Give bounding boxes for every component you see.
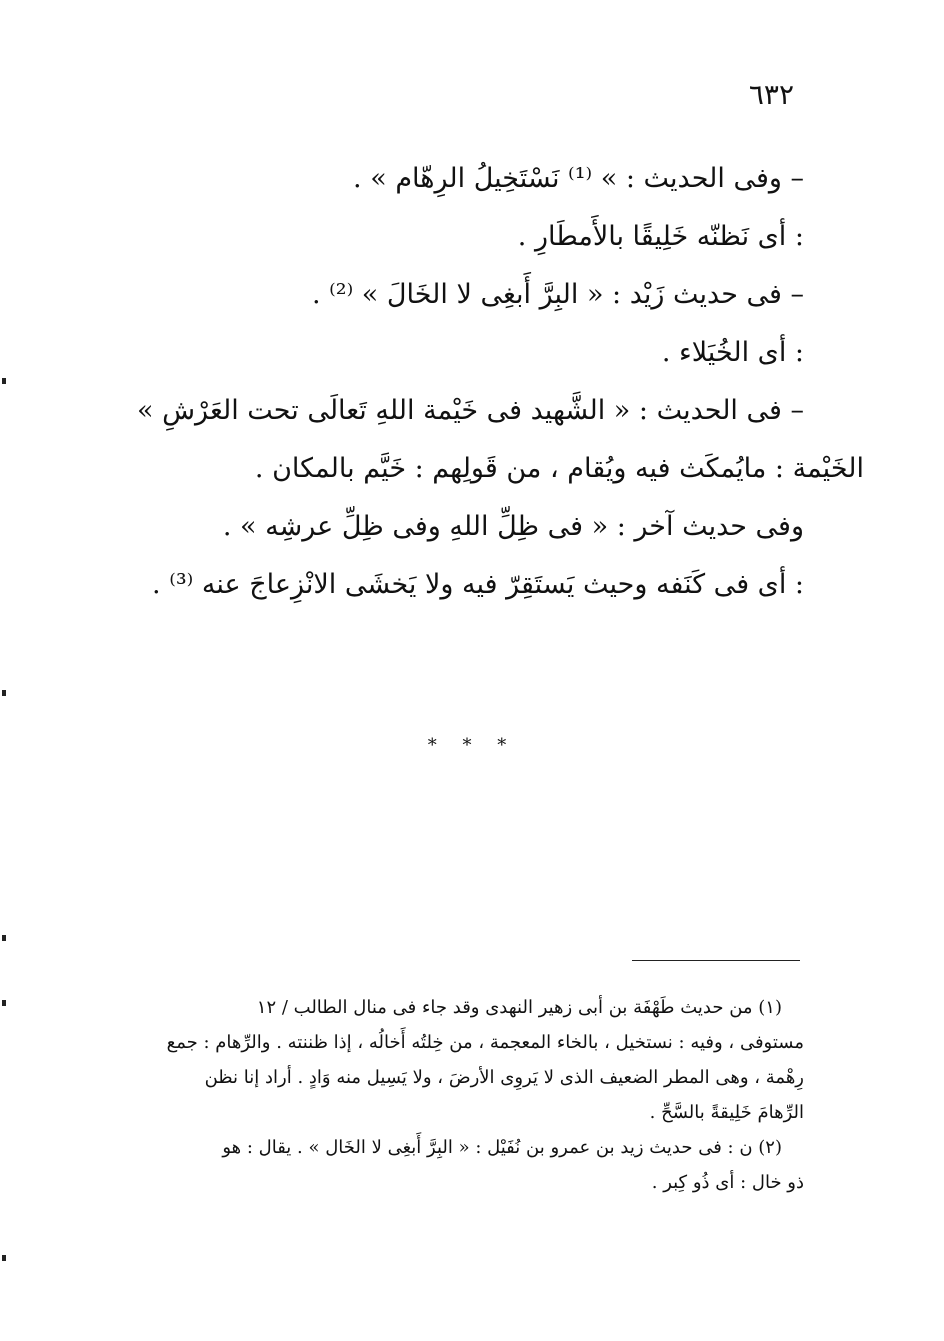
scan-margin-mark <box>2 378 6 384</box>
footnote-line: ذو خال : أى ذُو كِبر . <box>651 1172 804 1193</box>
section-separator: * * * <box>427 735 517 756</box>
text-line: – وفى الحديث : » ⁽¹⁾ نَسْتَخِيلُ الرِهّام » . <box>353 163 804 194</box>
text-line: : أى نَظنّه خَلِيقًا بالأَمطَارِ . <box>517 221 804 252</box>
footnote-divider <box>632 960 800 961</box>
footnote-line: مستوفى ، وفيه : نستخيل ، بالخاء المعجمة ، من خِلتُه أَخالُه ، إذا ظننته . والرِّهام : جمع <box>166 1032 804 1053</box>
footnote-line: رِهْمة ، وهى المطر الضعيف الذى لا يَروِى الأرضَ ، ولا يَسِيل منه وَادٍ . أراد إنا نظن <box>204 1067 804 1088</box>
footnote-line: الرِّهامَ خَلِيقةً بالسَّحِّ . <box>649 1102 804 1123</box>
scan-margin-mark <box>2 1000 6 1006</box>
text-line: : أى فى كَنَفه وحيث يَستَقِرّ فيه ولا يَخشَى الانْزِعاجَ عنه ⁽³⁾ . <box>152 569 804 600</box>
page-number: ٦٣٢ <box>748 78 794 111</box>
footnote-line: (٢) ن : فى حديث زيد بن عمرو بن نُفَيْل : « البِرَّ أَبغِى لا الخَال » . يقال : هو <box>222 1137 782 1158</box>
text-line: : أى الخُيَلاء . <box>661 337 804 368</box>
scan-margin-mark <box>2 935 6 941</box>
footnote-line: (١) من حديث طَهْفَة بن أبى زهير النهدى وقد جاء فى منال الطالب / ١٢ <box>256 997 782 1018</box>
text-line: – فى الحديث : « الشَّهيد فى خَيْمة اللهِ تَعالَى تحت العَرْشِ » <box>136 395 804 426</box>
footnotes <box>134 990 804 1200</box>
text-line: وفى حديث آخر : « فى ظِلِّ اللهِ وفى ظِلِّ عرشِه » . <box>222 511 804 542</box>
scan-margin-mark <box>2 690 6 696</box>
scan-margin-mark <box>2 1255 6 1261</box>
text-line: – فى حديث زَيْد : « البِرَّ أَبغِى لا الخَالَ » ⁽²⁾ . <box>311 279 804 310</box>
text-line: الخَيْمة : مايُمكَث فيه ويُقام ، من قَولِهم : خَيَّم بالمكان . <box>254 453 864 484</box>
main-text <box>114 150 864 614</box>
